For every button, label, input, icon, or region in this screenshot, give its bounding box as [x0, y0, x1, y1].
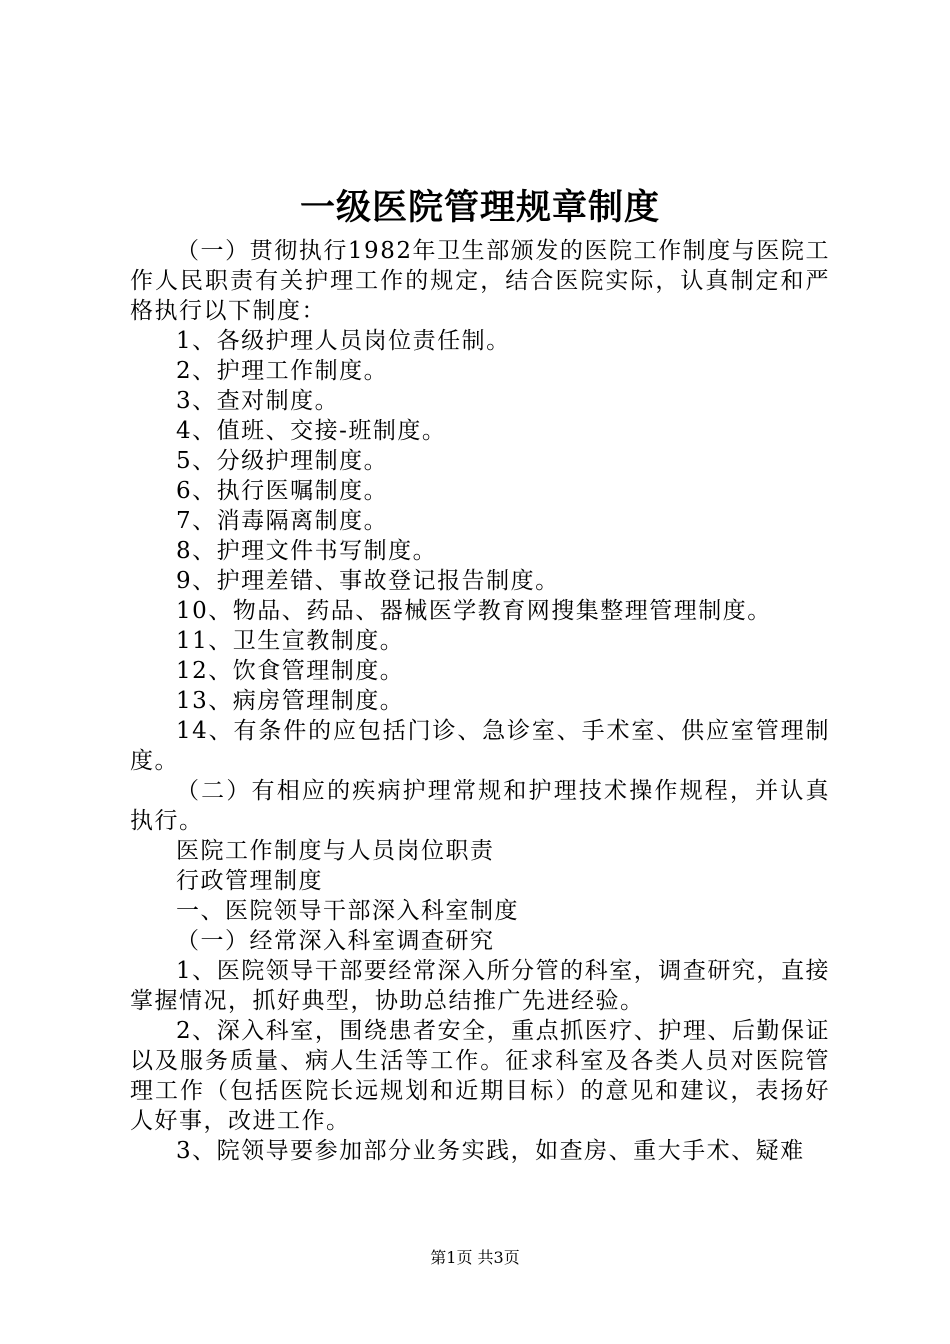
list-item: 11、卫生宣教制度。	[176, 628, 405, 654]
list-item: 14、有条件的应包括门诊、急诊室、手术室、供应室管理制度。	[130, 718, 830, 774]
list-item: 3、查对制度。	[176, 388, 340, 414]
document-page	[130, 180, 830, 1166]
section-heading: （一）经常深入科室调查研究	[176, 928, 495, 954]
list-item: 7、消毒隔离制度。	[176, 508, 389, 534]
paragraph: 1、医院领导干部要经常深入所分管的科室，调查研究，直接掌握情况，抓好典型，协助总结推广先进经验。	[130, 958, 830, 1014]
list-item: 12、饮食管理制度。	[176, 658, 405, 684]
list-item: 6、执行医嘱制度。	[176, 478, 389, 504]
list-item: 1、各级护理人员岗位责任制。	[176, 328, 511, 354]
paragraph: （一）贯彻执行1982年卫生部颁发的医院工作制度与医院工作人民职责有关护理工作的规定，结合医院实际，认真制定和严格执行以下制度：	[130, 238, 830, 324]
paragraph: 3、院领导要参加部分业务实践，如查房、重大手术、疑难	[176, 1138, 805, 1164]
list-item: 9、护理差错、事故登记报告制度。	[176, 568, 560, 594]
list-item: 5、分级护理制度。	[176, 448, 389, 474]
document-title: 一级医院管理规章制度	[299, 187, 660, 228]
list-item: 4、值班、交接-班制度。	[176, 418, 447, 444]
list-item: 10、物品、药品、器械医学教育网搜集整理管理制度。	[176, 598, 772, 624]
list-item: 2、护理工作制度。	[176, 358, 389, 384]
page-number: 第1页 共3页	[430, 1248, 520, 1267]
document-body	[130, 236, 830, 1166]
paragraph: 2、深入科室，围绕患者安全，重点抓医疗、护理、后勤保证以及服务质量、病人生活等工作。征求科室及各类人员对医院管理工作（包括医院长远规划和近期目标）的意见和建议，表扬好人好事，改进工作。	[130, 1018, 830, 1134]
paragraph: （二）有相应的疾病护理常规和护理技术操作规程，并认真执行。	[130, 778, 830, 834]
list-item: 13、病房管理制度。	[176, 688, 405, 714]
list-item: 8、护理文件书写制度。	[176, 538, 438, 564]
section-heading: 行政管理制度	[176, 868, 323, 894]
section-heading: 医院工作制度与人员岗位职责	[176, 838, 495, 864]
section-heading: 一、医院领导干部深入科室制度	[176, 898, 519, 924]
